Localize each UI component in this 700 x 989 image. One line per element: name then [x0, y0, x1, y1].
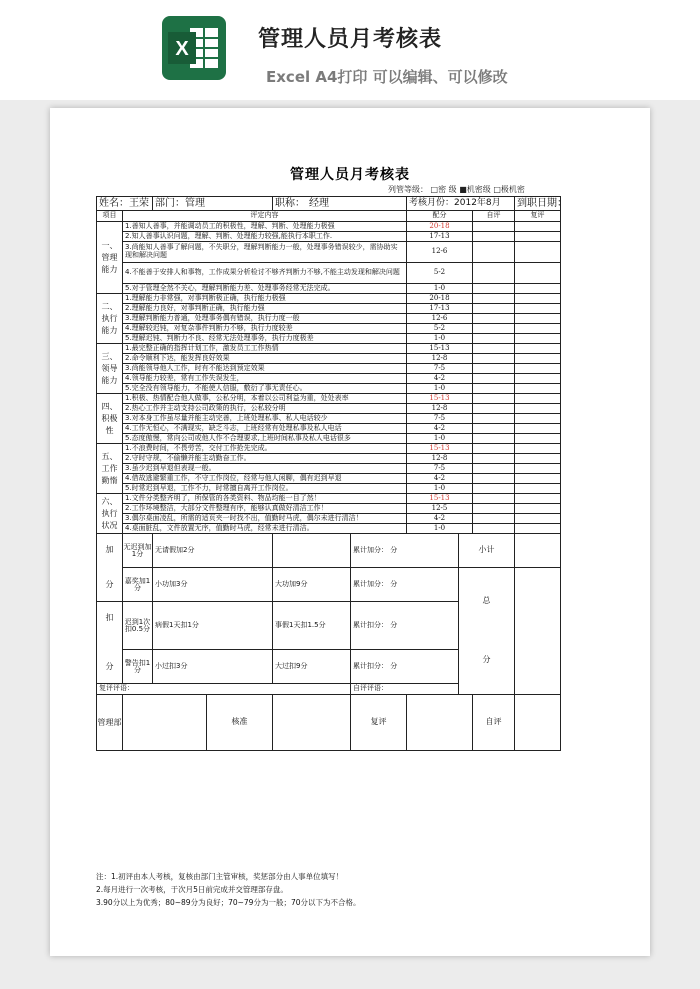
review-score-cell[interactable]	[515, 304, 561, 314]
criterion: 4.不能善于安排人和事物，工作成果分析检讨不够齐判断力不够,不能主动发现和解决问题	[123, 263, 407, 284]
review-score-cell[interactable]	[515, 242, 561, 263]
table-row	[97, 474, 561, 484]
table-row	[97, 534, 561, 568]
criterion: 1.文件分类整齐明了，所保管的各类资料、物品均能一目了然！	[123, 494, 407, 504]
self-signature[interactable]	[515, 695, 561, 751]
evaluation-table	[96, 196, 567, 751]
note-line: 注：1.初评由本人考核，复核由部门主管审核，奖惩部分由人事单位填写！	[96, 872, 344, 881]
review-score-cell[interactable]	[515, 364, 561, 374]
review-score-cell[interactable]	[515, 434, 561, 444]
table-row	[97, 504, 561, 514]
cell[interactable]	[123, 695, 207, 751]
self-score-cell[interactable]	[473, 494, 515, 504]
deduct-char-kou: 扣	[105, 612, 114, 622]
cumulative-deduction: 累计扣分： 分	[351, 602, 459, 650]
self-score-cell[interactable]	[473, 384, 515, 394]
table-row	[97, 294, 561, 304]
manager-dept: 管理部	[97, 695, 123, 751]
header-review: 复评	[515, 211, 561, 222]
table-row	[97, 197, 561, 211]
criterion: 4.理解较迟钝，对复杂事件判断力不够，执行力度较差	[123, 324, 407, 334]
score-range: 12-8	[407, 454, 473, 464]
score-range: 12-8	[407, 404, 473, 414]
position	[273, 197, 407, 211]
criterion: 1.最完整正确的指挥计划工作，激发员工工作热情	[123, 344, 407, 354]
review-score-cell[interactable]	[515, 354, 561, 364]
table-row	[97, 374, 561, 384]
criterion: 5.理解迟钝、判断力不良、经常无法处理事务，执行力度极差	[123, 334, 407, 344]
criterion: 4.工作无恒心，不满现实，缺乏斗志，上班经常有处理私事及私人电话	[123, 424, 407, 434]
header-item: 项目	[97, 211, 123, 222]
self-score-cell[interactable]	[473, 284, 515, 294]
month-label: 考核月份：	[409, 197, 455, 208]
self-score-cell[interactable]	[473, 304, 515, 314]
total-cell[interactable]	[515, 568, 561, 695]
table-row	[97, 344, 561, 354]
review-score-cell[interactable]	[515, 514, 561, 524]
review-score-cell[interactable]	[515, 404, 561, 414]
table-row	[97, 568, 561, 602]
self-score-cell[interactable]	[473, 474, 515, 484]
score-range: 12-8	[407, 354, 473, 364]
score-range: 12-6	[407, 314, 473, 324]
warning-deduction: 警告扣1分	[123, 650, 153, 684]
hire-date[interactable]: 到职日期：	[515, 197, 561, 211]
cumulative-bonus: 累计加分： 分	[351, 534, 459, 568]
bonus-char-fen: 分	[105, 579, 114, 589]
no-leave-bonus: 无请假加2分	[153, 534, 273, 568]
table-row	[97, 494, 561, 504]
review-score-cell[interactable]	[515, 284, 561, 294]
self-score-cell[interactable]	[473, 324, 515, 334]
score-range: 1-0	[407, 384, 473, 394]
grade-level	[388, 184, 525, 195]
major-merit-bonus: 大功加9分	[273, 568, 351, 602]
section-label: 六、执行状况	[97, 494, 123, 534]
review-score-cell[interactable]	[515, 474, 561, 484]
table-row	[97, 695, 561, 751]
table-row	[97, 242, 561, 263]
section-label: 三、领导能力	[97, 344, 123, 394]
self-score-cell[interactable]	[473, 242, 515, 263]
score-range: 1-0	[407, 524, 473, 534]
total-char-fen: 分	[482, 655, 491, 664]
self-score-cell[interactable]	[473, 354, 515, 364]
table-row	[97, 364, 561, 374]
table-row	[97, 464, 561, 474]
table-row	[97, 334, 561, 344]
table-row	[97, 514, 561, 524]
excel-icon	[160, 14, 228, 82]
criterion: 5.时常迟到早退，工作不力，时常擅自离开工作岗位。	[123, 484, 407, 494]
page-header	[0, 0, 700, 100]
review-score-cell[interactable]	[515, 344, 561, 354]
grade-option-top-secret[interactable]: □极机密	[493, 185, 525, 194]
cumulative-deduction-2: 累计扣分： 分	[351, 650, 459, 684]
score-range: 4-2	[407, 374, 473, 384]
month-value[interactable]: 2012年8月	[454, 197, 501, 208]
self-score-cell[interactable]	[473, 344, 515, 354]
department: 部门：管理	[153, 197, 273, 211]
self-score-cell[interactable]	[473, 394, 515, 404]
self-score-cell[interactable]	[473, 232, 515, 242]
review-score-cell[interactable]	[515, 524, 561, 534]
header-score: 配分	[407, 211, 473, 222]
self-score-cell[interactable]	[473, 222, 515, 232]
major-demerit-deduction: 大过扣9分	[273, 650, 351, 684]
score-range: 15-13	[407, 344, 473, 354]
section-label: 五、工作勤惰	[97, 444, 123, 494]
position-label: 职称：	[275, 198, 305, 209]
criterion: 5.态度傲慢，常向公司或他人作不合理要求,上班时间私事及私人电话很多	[123, 434, 407, 444]
score-range: 12-5	[407, 504, 473, 514]
review-score-cell[interactable]	[515, 374, 561, 384]
criterion: 3.尚能知人善事了解问题，不失职分，理解判断能力一般，处理事务错误较少，需协助实现和解决问题	[123, 242, 407, 263]
self-score-cell[interactable]	[473, 444, 515, 454]
table-row	[97, 354, 561, 364]
note-line: 2.每月进行一次考核，于次月5日前完成并交管理部存盘。	[96, 885, 288, 894]
table-row	[97, 414, 561, 424]
review-signature[interactable]	[407, 695, 473, 751]
review-score-cell[interactable]	[515, 464, 561, 474]
review-score-cell[interactable]	[515, 444, 561, 454]
form-title: 管理人员月考核表	[290, 167, 410, 183]
table-row	[97, 424, 561, 434]
no-late-bonus: 无迟到加1分	[123, 534, 153, 568]
review-score-cell[interactable]	[515, 294, 561, 304]
self-score-cell[interactable]	[473, 404, 515, 414]
minor-demerit-deduction: 小过扣3分	[153, 650, 273, 684]
review-score-cell[interactable]	[515, 324, 561, 334]
criterion: 1.善知人善事，并能调动员工的积极性，理解、判断、处理能力极强	[123, 222, 407, 232]
review-score-cell[interactable]	[515, 232, 561, 242]
grade-option-secret[interactable]: □密 级	[430, 185, 457, 194]
table-row	[97, 444, 561, 454]
table-row	[97, 484, 561, 494]
review-score-cell[interactable]	[515, 384, 561, 394]
score-range: 1-0	[407, 434, 473, 444]
criterion: 3.理解判断能力普通，处理事务偶有错误，执行力度一般	[123, 314, 407, 324]
review-score-cell[interactable]	[515, 414, 561, 424]
late-deduction: 迟到1次扣0.5分	[123, 602, 153, 650]
table-row	[97, 314, 561, 324]
svg-text:X: X	[175, 38, 189, 60]
subtotal-label: 小计	[459, 534, 515, 568]
page-subtitle: Excel A4打印 可以编辑、可以修改	[266, 68, 508, 86]
review-score-cell[interactable]	[515, 222, 561, 232]
self-score-cell[interactable]	[473, 524, 515, 534]
criterion: 1.积极、热情配合他人做事，公私分明，本着以公司利益为重，处处表率	[123, 394, 407, 404]
criterion: 2.命令顺利下达，能发挥良好效果	[123, 354, 407, 364]
grade-option-confidential[interactable]: ■机密级	[459, 185, 491, 194]
review-score-cell[interactable]	[515, 263, 561, 284]
score-range: 20-18	[407, 222, 473, 232]
self-score-cell[interactable]	[473, 374, 515, 384]
table-row	[97, 222, 561, 232]
page-title: 管理人员月考核表	[258, 27, 443, 52]
commendation-bonus: 嘉奖加1分	[123, 568, 153, 602]
criterion: 1.不浪费时间，不畏劳苦，交付工作抢先完成。	[123, 444, 407, 454]
self-score-cell[interactable]	[473, 514, 515, 524]
score-range: 12-6	[407, 242, 473, 263]
score-range: 4-2	[407, 474, 473, 484]
self-score-cell[interactable]	[473, 464, 515, 474]
review-score-cell[interactable]	[515, 484, 561, 494]
self-sign-label: 自评	[473, 695, 515, 751]
table-row	[97, 263, 561, 284]
self-score-cell[interactable]	[473, 424, 515, 434]
cumulative-bonus-2: 累计加分： 分	[351, 568, 459, 602]
review-score-cell[interactable]	[515, 504, 561, 514]
criterion: 1.理解能力非常强，对事判断极正确，执行能力极强	[123, 294, 407, 304]
table-row	[97, 284, 561, 294]
criterion: 4.桌面脏乱，文件放置无序，值勤时马虎，经常未进行清洁。	[123, 524, 407, 534]
section-label: 四、积极性	[97, 394, 123, 444]
criterion: 3.尚能领导他人工作，时有不能达到预定效果	[123, 364, 407, 374]
sick-leave-deduction: 病假1天扣1分	[153, 602, 273, 650]
score-range: 1-0	[407, 284, 473, 294]
criterion: 3.对本身工作虽尽量并能主动完善，上班处理私事、私人电话较少	[123, 414, 407, 424]
score-range: 4-2	[407, 514, 473, 524]
score-range: 7-5	[407, 464, 473, 474]
score-range: 15-13	[407, 444, 473, 454]
criterion: 4.借故逃避繁重工作，不守工作岗位，经常与他人闲聊，偶有迟到早退	[123, 474, 407, 484]
criterion: 2.热心工作并主动支持公司政策的执行，公私较分明	[123, 404, 407, 414]
self-score-cell[interactable]	[473, 504, 515, 514]
self-score-cell[interactable]	[473, 414, 515, 424]
criterion: 2.知人善事认识问题，理解、判断、处理能力较强,能执行本职工作.	[123, 232, 407, 242]
table-row	[97, 404, 561, 414]
score-range: 7-5	[407, 364, 473, 374]
self-comment-label: 自评评语：	[351, 684, 561, 695]
self-score-cell[interactable]	[473, 484, 515, 494]
criterion: 2.理解能力良好，对事判断正确，执行能力强	[123, 304, 407, 314]
review-comment-label: 复评评语：	[97, 684, 351, 695]
table-row	[97, 324, 561, 334]
score-range: 1-0	[407, 334, 473, 344]
criterion: 3.虽少迟到早退但表现一般。	[123, 464, 407, 474]
self-score-cell[interactable]	[473, 364, 515, 374]
score-range: 15-13	[407, 394, 473, 404]
table-row	[97, 524, 561, 534]
self-score-cell[interactable]	[473, 294, 515, 304]
table-row	[97, 232, 561, 242]
review-score-cell[interactable]	[515, 494, 561, 504]
personal-leave-deduction: 事假1天扣1.5分	[273, 602, 351, 650]
review-score-cell[interactable]	[515, 454, 561, 464]
score-range: 5-2	[407, 324, 473, 334]
score-range: 7-5	[407, 414, 473, 424]
approve-label: 核准	[207, 695, 273, 751]
review-score-cell[interactable]	[515, 314, 561, 324]
table-row	[97, 211, 561, 222]
score-range: 15-13	[407, 494, 473, 504]
note-line: 3.90分以上为优秀；80~89分为良好；70~79分为一般；70分以下为不合格。	[96, 898, 361, 907]
self-score-cell[interactable]	[473, 434, 515, 444]
bonus-label-jia	[97, 534, 123, 602]
header-self: 自评	[473, 211, 515, 222]
header-content: 评定内容	[123, 211, 407, 222]
score-range: 4-2	[407, 424, 473, 434]
criterion: 5.对于管理全然不关心，理解判断能力差、处理事务经常无法完成。	[123, 284, 407, 294]
score-range: 20-18	[407, 294, 473, 304]
score-range: 17-13	[407, 232, 473, 242]
review-score-cell[interactable]	[515, 334, 561, 344]
criterion: 2.守时守规，不偷懒并能主动勤奋工作。	[123, 454, 407, 464]
notes	[96, 870, 360, 909]
evaluation-month	[407, 197, 515, 211]
table-row	[97, 304, 561, 314]
criterion: 5.完全没有领导能力，不能使人信服，敷衍了事无责任心。	[123, 384, 407, 394]
grade-label: 列管等级：	[388, 185, 428, 194]
total-label	[459, 568, 515, 695]
score-range: 17-13	[407, 304, 473, 314]
self-score-cell[interactable]	[473, 334, 515, 344]
cell[interactable]	[515, 534, 561, 568]
section-label: 一、管理能力	[97, 222, 123, 294]
self-score-cell[interactable]	[473, 454, 515, 464]
section-label: 二、执行能力	[97, 294, 123, 344]
score-range: 1-0	[407, 484, 473, 494]
position-value[interactable]: 经理	[309, 198, 329, 209]
criterion: 2.工作环境整洁，大部分文件整理有序，能够认真做好清洁工作！	[123, 504, 407, 514]
review-sign-label: 复评	[351, 695, 407, 751]
table-row	[97, 434, 561, 444]
table-row	[97, 384, 561, 394]
table-row	[97, 684, 561, 695]
table-row	[97, 454, 561, 464]
minor-merit-bonus: 小功加3分	[153, 568, 273, 602]
review-score-cell[interactable]	[515, 424, 561, 434]
score-range: 5-2	[407, 263, 473, 284]
approve-signature[interactable]	[273, 695, 351, 751]
employee-name: 姓名：王荣	[97, 197, 153, 211]
table-row	[97, 394, 561, 404]
criterion: 4.领导能力较差，常有工作失误发生，	[123, 374, 407, 384]
cell[interactable]	[273, 534, 351, 568]
deduction-label	[97, 602, 123, 684]
self-score-cell[interactable]	[473, 263, 515, 284]
deduct-char-fen: 分	[105, 661, 114, 671]
review-score-cell[interactable]	[515, 394, 561, 404]
total-char-zong: 总	[482, 596, 491, 606]
bonus-char-jia: 加	[105, 544, 114, 554]
criterion: 3.偶尔桌面凌乱，所需的适页夹一时找不出，值勤时马虎，偶尔未进行清洁！	[123, 514, 407, 524]
self-score-cell[interactable]	[473, 314, 515, 324]
